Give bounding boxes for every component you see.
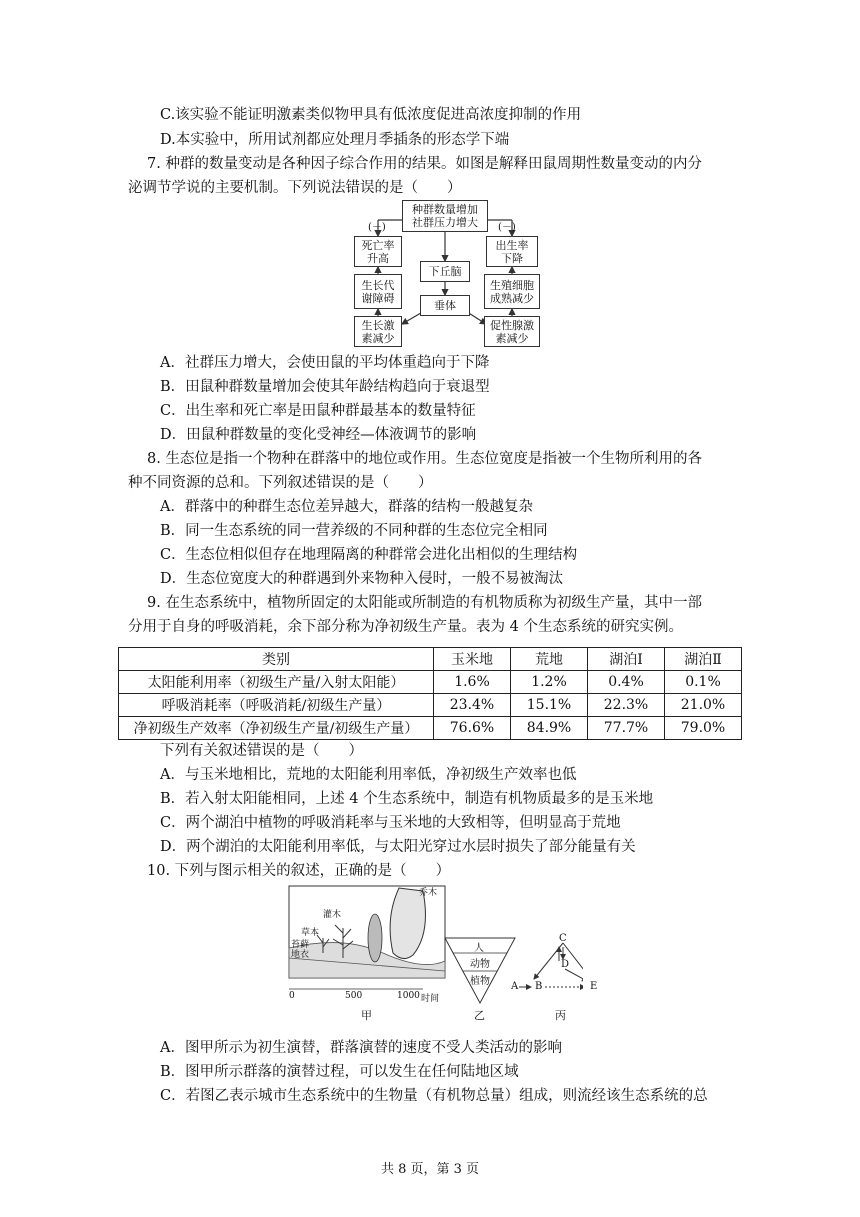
table-header: 湖泊Ⅱ <box>665 648 742 671</box>
box-population-increase: 种群数量增加 社群压力增大 <box>402 200 488 232</box>
q6-option-d: D.本实验中，所用试剂都应处理月季插条的形态学下端 <box>160 132 510 148</box>
pyramid-plant-label: 植物 <box>470 976 490 987</box>
box-germ-cell-maturation: 生殖细胞 成熟减少 <box>484 274 540 309</box>
q10-option-a: A．图甲所示为初生演替，群落演替的速度不受人类活动的影响 <box>160 1040 562 1056</box>
table-cell: 23.4% <box>434 694 511 717</box>
q8-option-b: B．同一生态系统的同一营养级的不同种群的生态位完全相同 <box>160 523 548 539</box>
x-tick-0: 0 <box>289 991 295 1001</box>
negative-left-label: (－) <box>368 222 386 233</box>
q9-stem-line3: 下列有关叙述错误的是（ ） <box>160 743 363 759</box>
q9-option-c: C．两个湖泊中植物的呼吸消耗率与玉米地的大致相等，但明显高于荒地 <box>160 815 621 831</box>
label-moss-lichen: 苔藓 地衣 <box>291 940 310 960</box>
q7-stem-line2: 泌调节学说的主要机制。下列说法错误的是（ ） <box>128 180 462 196</box>
x-axis-time-label: 时间 <box>421 994 440 1004</box>
succession-figure <box>283 883 598 1023</box>
table-header: 荒地 <box>511 648 588 671</box>
rodent-regulation-diagram <box>340 198 550 348</box>
q6-option-c: C.该实验不能证明激素类似物甲具有低浓度促进高浓度抑制的作用 <box>160 107 582 123</box>
q9-option-b: B．若入射太阳能相同，上述 4 个生态系统中，制造有机物质最多的是玉米地 <box>160 791 654 807</box>
q8-option-c: C．生态位相似但存在地理隔离的种群常会进化出相似的生理结构 <box>160 547 578 563</box>
table-cell: 76.6% <box>434 717 511 740</box>
node-a: A <box>511 981 519 992</box>
table-cell: 22.3% <box>588 694 665 717</box>
box-hypothalamus: 下丘脑 <box>420 261 470 282</box>
figure-bing-label: 丙 <box>555 1009 566 1022</box>
label-shrubs: 灌木 <box>323 910 342 920</box>
figure-yi-label: 乙 <box>474 1009 485 1022</box>
q8-option-d: D．生态位宽度大的种群遇到外来物种入侵时，一般不易被淘汰 <box>160 571 564 587</box>
q10-option-b: B．图甲所示群落的演替过程，可以发生在任何陆地区域 <box>160 1064 519 1080</box>
q9-option-a: A．与玉米地相比，荒地的太阳能利用率低，净初级生产效率也低 <box>160 767 577 783</box>
page-footer: 共 8 页，第 3 页 <box>380 1162 480 1177</box>
table-header: 类别 <box>119 648 434 671</box>
q7-option-c: C．出生率和死亡率是田鼠种群最基本的数量特征 <box>160 403 476 419</box>
table-cell: 21.0% <box>665 694 742 717</box>
node-b: B <box>535 981 543 992</box>
table-row <box>119 694 742 717</box>
pyramid-animal-label: 动物 <box>470 959 490 970</box>
table-cell: 15.1% <box>511 694 588 717</box>
q7-option-b: B．田鼠种群数量增加会使其年龄结构趋向于衰退型 <box>160 379 490 395</box>
table-header-row <box>119 648 742 671</box>
box-gonadotropin-down: 促性腺激 素减少 <box>484 316 540 347</box>
q10-option-c: C．若图乙表示城市生态系统中的生物量（有机物总量）组成，则流经该生态系统的总 <box>160 1088 708 1104</box>
q7-option-a: A．社群压力增大，会使田鼠的平均体重趋向于下降 <box>160 355 490 371</box>
table-row <box>119 671 742 694</box>
figure-jia-label: 甲 <box>361 1009 372 1022</box>
q8-option-a: A．群落中的种群生态位差异越大，群落的结构一般越复杂 <box>160 499 533 515</box>
q10-stem: 10. 下列与图示相关的叙述，正确的是（ ） <box>147 863 451 879</box>
table-cell: 太阳能利用率（初级生产量/入射太阳能） <box>119 671 434 694</box>
q7-option-d: D．田鼠种群数量的变化受神经—体液调节的影响 <box>160 427 477 443</box>
ecosystem-table <box>118 647 742 740</box>
label-trees: 乔木 <box>419 888 438 898</box>
box-birth-rate-down: 出生率 下降 <box>486 236 538 267</box>
table-cell: 净初级生产效率（净初级生产量/初级生产量） <box>119 717 434 740</box>
table-cell: 77.7% <box>588 717 665 740</box>
x-tick-500: 500 <box>345 991 363 1001</box>
q9-stem-line2: 分用于自身的呼吸消耗，余下部分称为净初级生产量。表为 4 个生态系统的研究实例。 <box>128 619 683 635</box>
box-death-rate-up: 死亡率 升高 <box>354 236 402 267</box>
q9-stem-line1: 9. 在生态系统中，植物所固定的太阳能或所制造的有机物质称为初级生产量，其中一部 <box>147 595 702 611</box>
x-tick-1000: 1000 <box>397 991 420 1001</box>
q7-stem-line1: 7. 种群的数量变动是各种因子综合作用的结果。如图是解释田鼠周期性数量变动的内分 <box>147 156 702 172</box>
q8-stem-line2: 种不同资源的总和。下列叙述错误的是（ ） <box>128 475 433 491</box>
box-growth-hormone-down: 生长激 素减少 <box>354 316 402 347</box>
table-cell: 1.6% <box>434 671 511 694</box>
table-header: 湖泊Ⅰ <box>588 648 665 671</box>
label-herbs: 草本 <box>301 928 320 938</box>
pyramid-human-label: 人 <box>474 943 484 954</box>
table-header: 玉米地 <box>434 648 511 671</box>
node-c: C <box>559 933 567 944</box>
q9-option-d: D．两个湖泊的太阳能利用率低，与太阳光穿过水层时损失了部分能量有关 <box>160 839 636 855</box>
table-cell: 1.2% <box>511 671 588 694</box>
q8-stem-line1: 8. 生态位是指一个物种在群落中的地位或作用。生态位宽度是指被一个生物所利用的各 <box>147 451 702 467</box>
box-pituitary: 垂体 <box>420 295 470 316</box>
box-growth-metabolism-block: 生长代 谢障碍 <box>354 274 402 309</box>
table-cell: 79.0% <box>665 717 742 740</box>
negative-right-label: (－) <box>498 222 516 233</box>
node-e: E <box>590 981 598 992</box>
table-row <box>119 717 742 740</box>
node-d: D <box>561 959 570 970</box>
table-cell: 0.4% <box>588 671 665 694</box>
table-cell: 84.9% <box>511 717 588 740</box>
table-cell: 0.1% <box>665 671 742 694</box>
table-cell: 呼吸消耗率（呼吸消耗/初级生产量） <box>119 694 434 717</box>
